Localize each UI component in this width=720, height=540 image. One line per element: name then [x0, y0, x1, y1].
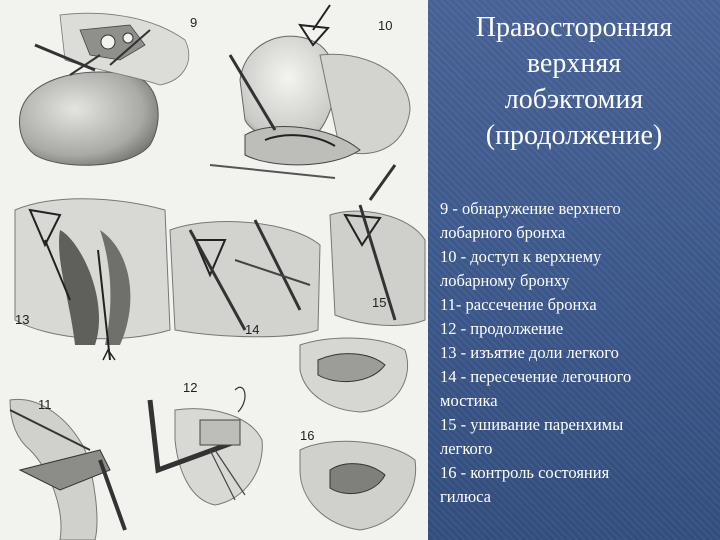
figure-label-12: 12	[183, 380, 198, 395]
figure-label-14: 14	[245, 322, 260, 337]
list-item-text: мостика	[440, 391, 498, 410]
list-item	[440, 317, 716, 341]
figure-label-10: 10	[378, 18, 393, 33]
list-item-text: легкого	[440, 439, 493, 458]
figure-9-drawing	[20, 13, 189, 165]
slide-text-panel	[428, 0, 720, 540]
list-item-text: 13 - изъятие доли легкого	[440, 343, 619, 362]
figure-14-drawing	[170, 220, 320, 337]
list-item	[440, 413, 716, 461]
figure-16-drawing	[300, 338, 416, 530]
list-item-text: 15 - ушивание паренхимы	[440, 415, 624, 434]
list-item-text: 14 - пересечение легочного	[440, 367, 632, 386]
slide-title	[428, 10, 720, 154]
figure-12-drawing	[150, 387, 262, 505]
list-item-text: гилюса	[440, 487, 492, 506]
list-item-text: лобарного бронха	[440, 223, 566, 242]
list-item	[440, 461, 716, 509]
list-item	[440, 341, 716, 365]
list-item	[440, 197, 716, 245]
figure-11-drawing	[10, 399, 125, 540]
step-list	[440, 197, 716, 509]
list-item-text: 9 - обнаружение верхнего	[440, 199, 621, 218]
title-line: Правосторонняя	[475, 12, 673, 43]
title-line: лобэктомия	[504, 84, 644, 115]
list-item-text: лобарному бронху	[440, 271, 570, 290]
figure-10-drawing	[210, 5, 410, 200]
figure-13-drawing	[15, 199, 170, 360]
figure-label-16: 16	[300, 428, 315, 443]
title-line: верхняя	[526, 48, 622, 79]
list-item-text: 16 - контроль состояния	[440, 463, 610, 482]
figure-label-13: 13	[15, 312, 30, 327]
list-item-text: 11- рассечение бронха	[440, 295, 597, 314]
list-item-text: 10 - доступ к верхнему	[440, 247, 602, 266]
figure-label-15: 15	[372, 295, 387, 310]
list-item-text: 12 - продолжение	[440, 319, 564, 338]
list-item	[440, 293, 716, 317]
list-item	[440, 245, 716, 293]
list-item	[440, 365, 716, 413]
figure-label-9: 9	[190, 15, 198, 30]
figure-label-11: 11	[38, 397, 52, 412]
title-line: (продолжение)	[485, 120, 663, 151]
